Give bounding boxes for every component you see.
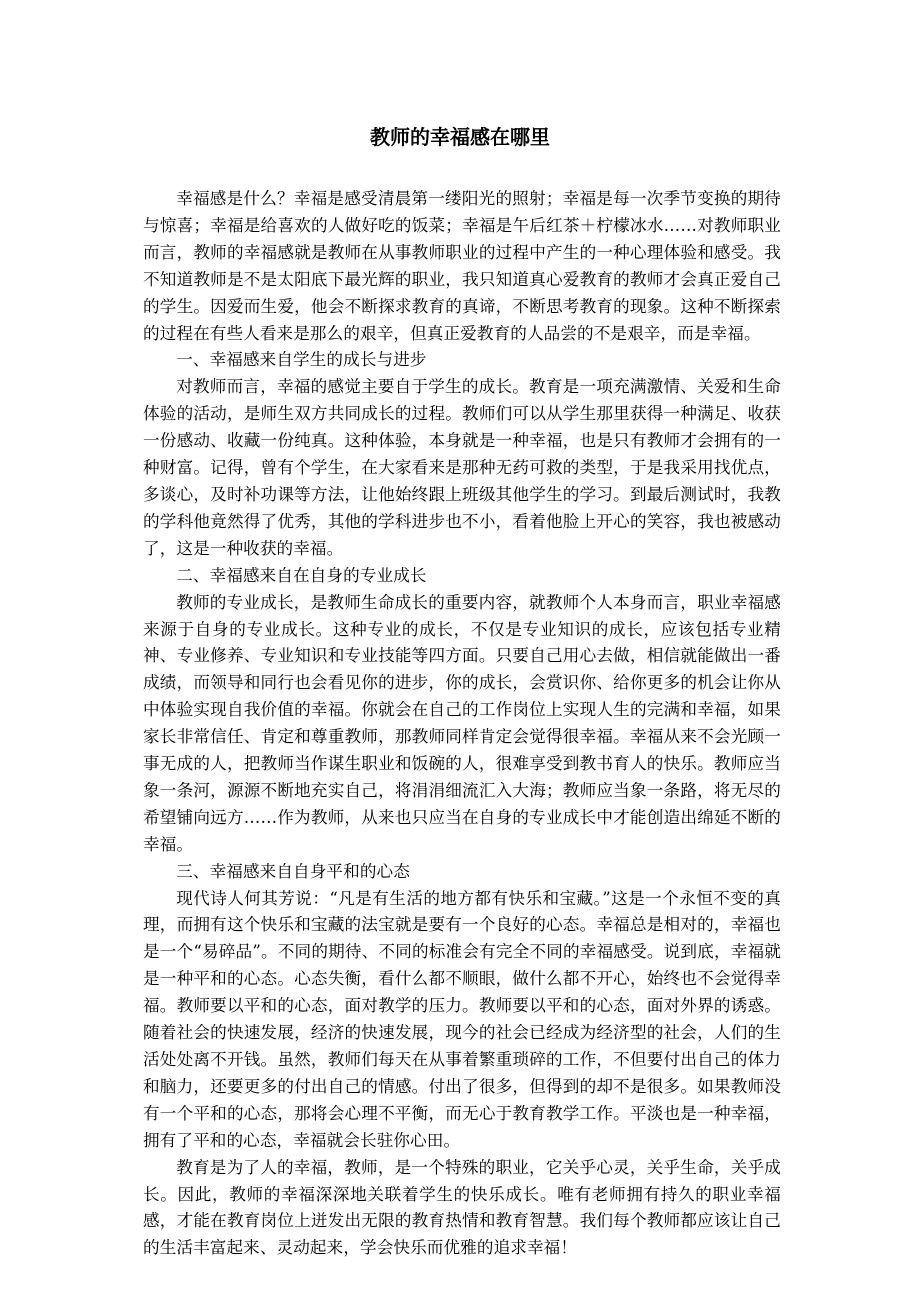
section-heading-1: 一、幸福感来自学生的成长与进步 <box>176 350 427 370</box>
paragraph-conclusion: 教育是为了人的幸福，教师，是一个特殊的职业，它关乎心灵，关乎生命，关乎成长。因此，教师的幸福深深地关联着学生的快乐成长。唯有老师拥有持久的职业幸福感，才能在教育岗位上迸发出无限的教育热情和教育智慧。我们每个教师都应该让自己的生活丰富起来、灵动起来，学会快乐而优雅的追求幸福！ <box>143 1157 781 1258</box>
section-heading-3: 三、幸福感来自自身平和的心态 <box>176 861 410 881</box>
section-heading-2: 二、幸福感来自在自身的专业成长 <box>176 565 427 585</box>
document-body <box>143 186 781 1262</box>
paragraph-section-1: 对教师而言，幸福的感觉主要自于学生的成长。教育是一项充满激情、关爱和生命体验的活动，是师生双方共同成长的过程。教师们可以从学生那里获得一种满足、收获一份感动、收藏一份纯真。这种体验，本身就是一种幸福，也是只有教师才会拥有的一种财富。记得，曾有个学生，在大家看来是那种无药可救的类型，于是我采用找优点，多谈心，及时补功课等方法，让他始终跟上班级其他学生的学习。到最后测试时，我教的学科他竟然得了优秀，其他的学科进步也不小，看着他脸上开心的笑容，我也被感动了，这是一种收获的幸福。 <box>143 377 781 558</box>
paragraph-intro: 幸福感是什么？幸福是感受清晨第一缕阳光的照射；幸福是每一次季节变换的期待与惊喜；幸福是给喜欢的人做好吃的饭菜；幸福是午后红茶＋柠檬冰水……对教师职业而言，教师的幸福感就是教师在从事教师职业的过程中产生的一种心理体验和感受。我不知道教师是不是太阳底下最光辉的职业，我只知道真心爱教育的教师才会真正爱自己的学生。因爱而生爱，他会不断探求教育的真谛，不断思考教育的现象。这种不断探索的过程在有些人看来是那么的艰辛，但真正爱教育的人品尝的不是艰辛，而是幸福。 <box>143 189 781 343</box>
paragraph-section-2: 教师的专业成长，是教师生命成长的重要内容，就教师个人本身而言，职业幸福感来源于自身的专业成长。这种专业的成长，不仅是专业知识的成长，应该包括专业精神、专业修养、专业知识和专业技能等四方面。只要自己用心去做，相信就能做出一番成绩，而领导和同行也会看见你的进步，你的成长，会赏识你、给你更多的机会让你从中体验实现自我价值的幸福。你就会在自己的工作岗位上实现人生的完满和幸福，如果家长非常信任、肯定和尊重教师，那教师同样肯定会觉得很幸福。幸福从来不会光顾一事无成的人，把教师当作谋生职业和饭碗的人，很难享受到教书育人的快乐。教师应当象一条河，源源不断地充实自己，将涓涓细流汇入大海；教师应当象一条路，将无尽的希望铺向远方……作为教师，从来也只应当在自身的专业成长中才能创造出绵延不断的幸福。 <box>143 592 781 854</box>
document-title: 教师的幸福感在哪里 <box>370 125 550 149</box>
paragraph-section-3: 现代诗人何其芳说：“凡是有生活的地方都有快乐和宝藏。”这是一个永恒不变的真理，而拥有这个快乐和宝藏的法宝就是要有一个良好的心态。幸福总是相对的，幸福也是一个“易碎品”。不同的期待、不同的标准会有完全不同的幸福感受。说到底，幸福就是一种平和的心态。心态失衡，看什么都不顺眼，做什么都不开心，始终也不会觉得幸福。教师要以平和的心态，面对教学的压力。教师要以平和的心态，面对外界的诱惑。随着社会的快速发展，经济的快速发展，现今的社会已经成为经济型的社会，人们的生活处处离不开钱。虽然，教师们每天在从事着繁重琐碎的工作，不但要付出自己的体力和脑力，还要更多的付出自己的情感。付出了很多，但得到的却不是很多。如果教师没有一个平和的心态，那将会心理不平衡，而无心于教育教学工作。平淡也是一种幸福，拥有了平和的心态，幸福就会长驻你心田。 <box>143 888 781 1150</box>
